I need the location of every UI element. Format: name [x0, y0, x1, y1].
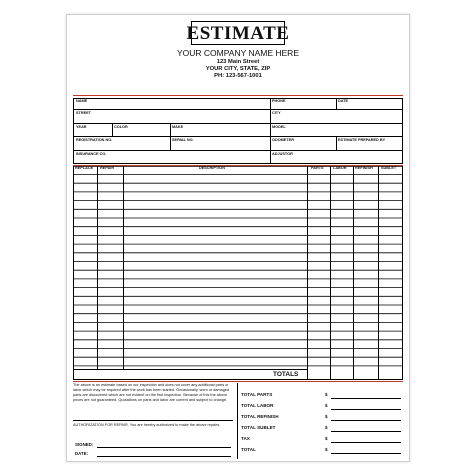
sign-date-line[interactable] — [97, 456, 231, 457]
form-title-box — [186, 21, 290, 45]
summary-divider — [237, 383, 238, 459]
summary-amount-line[interactable] — [331, 431, 401, 432]
info-rule — [74, 109, 402, 110]
year-label: YEAR — [76, 125, 87, 129]
disclaimer-text: The above is an estimate based on our inspection and does not cover any additional parts or labor which may be required after the work has been started. Occasionally, worn or damaged parts are discovered which are not evident on the first inspection. Because of this the above prices are not guaranteed. Quotations on parts and labor are current and subject to change. — [73, 383, 230, 403]
info-divider — [270, 136, 271, 163]
registration-label: REGISTRATION NO. — [76, 138, 113, 142]
info-divider — [336, 98, 337, 109]
name-label: NAME — [76, 99, 88, 103]
table-columns — [73, 166, 403, 380]
summary-label: TOTAL LABOR — [241, 403, 274, 408]
company-city: YOUR CITY, STATE, ZIP — [205, 66, 271, 72]
street-label: STREET — [76, 111, 91, 115]
summary-amount-line[interactable] — [331, 442, 401, 443]
line-items-table — [73, 166, 403, 380]
authorization-text: AUTHORIZATION FOR REPAIR. You are hereby authorized to make the above repairs. — [73, 423, 221, 427]
summary-currency: $ — [325, 436, 328, 441]
col-replace: REPLACE — [75, 166, 94, 170]
phone-label: PHONE — [272, 99, 286, 103]
info-rule — [74, 163, 402, 164]
col-repair: REPAIR — [100, 166, 115, 170]
header-red-rule — [73, 95, 403, 96]
col-parts: PARTS — [311, 166, 324, 170]
adjustor-label: ADJUSTOR — [272, 152, 293, 156]
signed-label: SIGNED: — [75, 442, 94, 447]
date-label: DATE — [338, 99, 349, 103]
info-divider — [270, 109, 271, 123]
info-divider — [170, 123, 171, 136]
info-divider — [170, 136, 171, 150]
notes-rule — [73, 420, 233, 421]
summary-label: TAX — [241, 436, 250, 441]
summary-amount-line[interactable] — [331, 409, 401, 410]
company-address: 123 Main Street — [216, 59, 260, 65]
signature-line[interactable] — [97, 447, 231, 448]
summary-currency: $ — [325, 403, 328, 408]
col-labor: LABOR — [333, 166, 347, 170]
summary-currency: $ — [325, 414, 328, 419]
odometer-label: ODOMETER — [272, 138, 294, 142]
summary-label: TOTAL REFINISH — [241, 414, 279, 419]
col-description: DESCRIPTION — [199, 166, 225, 170]
info-section — [73, 98, 403, 164]
info-rule — [74, 150, 402, 151]
serial-label: SERIAL NO. — [172, 138, 194, 142]
summary-label: TOTAL SUBLET — [241, 425, 276, 430]
summary-amount-line[interactable] — [331, 420, 401, 421]
table-grid — [73, 166, 403, 380]
summary-amount-line[interactable] — [331, 398, 401, 399]
model-label: MODEL — [272, 125, 286, 129]
summary-currency: $ — [325, 447, 328, 452]
company-name: YOUR COMPANY NAME HERE — [176, 48, 299, 58]
make-label: MAKE — [172, 125, 184, 129]
info-divider — [112, 123, 113, 136]
info-divider — [270, 98, 271, 109]
summary-label: TOTAL PARTS — [241, 392, 273, 397]
summary-amount-line[interactable] — [331, 453, 401, 454]
prepared-by-label: ESTIMATE PREPARED BY — [338, 138, 386, 142]
color-label: COLOR — [114, 125, 128, 129]
col-sublet: SUBLET — [381, 166, 397, 170]
summary-currency: $ — [325, 425, 328, 430]
insurance-label: INSURANCE CO. — [76, 152, 107, 156]
info-divider — [270, 123, 271, 136]
summary-currency: $ — [325, 392, 328, 397]
info-rule — [74, 98, 402, 99]
footer-red-rule — [73, 381, 403, 382]
info-rule — [74, 123, 402, 124]
company-phone: PH: 123-567-1001 — [214, 73, 262, 79]
col-refinish: REFINISH — [355, 166, 373, 170]
summary-label: TOTAL — [241, 447, 256, 452]
form-title: ESTIMATE — [186, 22, 290, 44]
estimate-form — [66, 14, 410, 462]
sign-date-label: DATE: — [75, 451, 89, 456]
totals-label: TOTALS — [273, 371, 299, 378]
info-divider — [336, 136, 337, 150]
city-label: CITY — [272, 111, 281, 115]
info-rule — [74, 136, 402, 137]
